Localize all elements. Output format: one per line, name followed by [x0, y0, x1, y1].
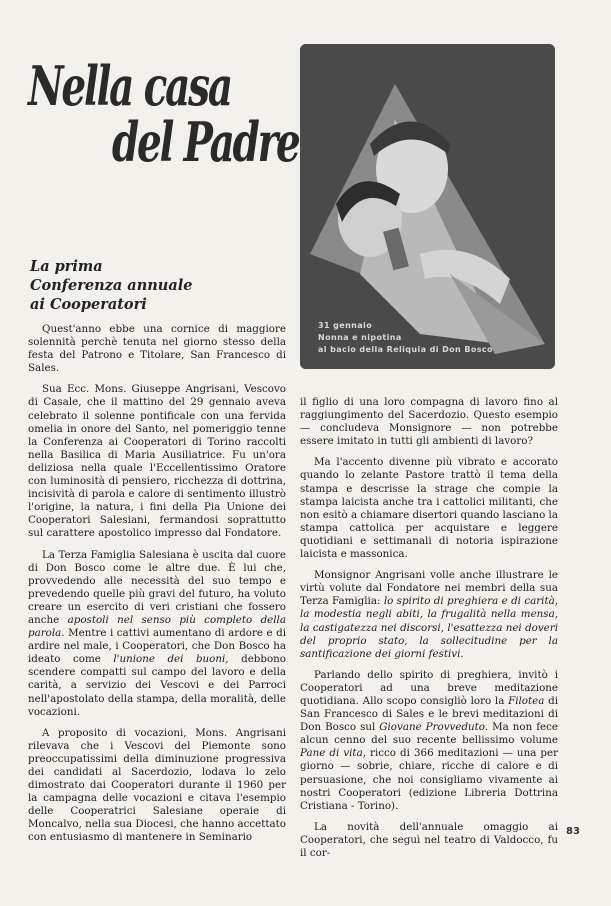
- section-heading-line: Conferenza annuale: [30, 277, 193, 294]
- section-heading-line: La prima: [30, 258, 103, 275]
- title-line-2: del Padre: [112, 110, 299, 174]
- text-run: debbono scendere compatti sul campo del lavoro e della carità, a servizio dei Vescovi e dei Parroci nell'apostolato della stampa, della moralità, delle vocazioni.: [28, 653, 286, 718]
- paragraph: il figlio di una loro compagna di lavoro fino al raggiungimento del Sacerdozio. Questo esempio — concludeva Monsignore — non potrebbe essere imitato in tutti gli ambienti di lavoro?: [300, 396, 558, 448]
- section-heading-line: ai Cooperatori: [30, 296, 147, 313]
- left-column: [28, 323, 286, 853]
- section-heading: [30, 257, 240, 314]
- italic-run: Pane di vita,: [300, 747, 366, 760]
- italic-run: apostoli nel senso più completo della parola.: [28, 613, 286, 640]
- text-run: Ma non fece alcun cenno del suo recente bellissimo volume: [300, 721, 558, 747]
- paragraph: [28, 549, 286, 719]
- text-run: di San Francesco di Sales e le brevi meditazioni di Don Bosco sul: [300, 694, 558, 734]
- text-run: Mentre i cattivi aumentano di ardore e di ardire nel male, i Cooperatori, che Don Bosco ha ideato come: [28, 627, 286, 666]
- paragraph: La novità dell'annuale omaggio ai Cooperatori, che seguì nel teatro di Valdocco, fu il cor-: [300, 820, 558, 859]
- italic-run: lo spirito di preghiera e di carità, la modestia negli abiti, la frugalità nella mensa, la castigatezza nei discorsi, l'esattezza nei doveri del proprio stato, la sollecitudine per la santificazione dei giorni festivi.: [300, 595, 559, 660]
- paragraph: Sua Ecc. Mons. Giuseppe Angrisani, Vescovo di Casale, che il mattino del 29 gennaio aveva celebrato il solenne pontificale con una fervida omelia in onore del Santo, nel pomeriggio tenne la Conferenza ai Cooperatori di Torino raccolti nella Basilica di Maria Ausiliatrice. Fu un'ora deliziosa nella quale l'Eccellentissimo Oratore con luminosità di pensiero, ricchezza di dottrina, incisività di parola e calore di sentimento illustrò l'origine, la natura, i fini della Pia Unione dei Cooperatori Salesiani, fermandosi soprattutto sul carattere apostolico impresso dal Fondatore.: [28, 383, 286, 540]
- caption-line: 31 gennaio: [318, 321, 373, 330]
- article-title: [28, 54, 299, 174]
- right-column: [300, 396, 558, 868]
- page-number: 83: [566, 826, 580, 837]
- text-run: La Terza Famiglia Salesiana è uscita dal cuore di Don Bosco come le altre due. È lui che, provvedendo alle necessità del suo tempo e prevedendo quelle più gravi del futuro, ha voluto creare un esercito di veri cristiani che fossero anche: [28, 548, 286, 626]
- italic-run: Filotea: [508, 694, 545, 707]
- italic-run: l'unione dei buoni,: [113, 653, 229, 666]
- italic-run: Giovane Provveduto.: [379, 721, 489, 734]
- caption-line: Nonna e nipotina: [318, 333, 402, 342]
- text-run: ricco di 366 meditazioni — una per giorno — sobrie, chiare, ricche di calore e di persuasione, che noi consigliamo vivamente ai nostri Cooperatori (edizione Libreria Dottrina Cristiana - Torino).: [300, 747, 558, 812]
- paragraph: [300, 569, 558, 661]
- text-run: Parlando dello spirito di preghiera, invitò i Cooperatori ad una breve meditazione quotidiana. Allo scopo consigliò loro la: [300, 668, 558, 707]
- title-line-1: Nella casa: [28, 54, 231, 118]
- caption-line: al bacio della Reliquia di Don Bosco: [318, 345, 493, 354]
- paragraph: [300, 669, 558, 813]
- photo-caption: [318, 320, 538, 356]
- paragraph: A proposito di vocazioni, Mons. Angrisani rilevava che i Vescovi del Piemonte sono preoccupatissimi della diminuzione progressiva dei candidati al Sacerdozio, lodava lo zelo dimostrato dai Cooperatori durante il 1960 per la campagna delle vocazioni e citava l'esempio delle Cooperatrici Salesiane operaie di Moncalvo, nella sua Diocesi, che hanno accettato con entusiasmo di mantenere in Seminario: [28, 726, 286, 844]
- text-run: Monsignor Angrisani volle anche illustrare le virtù volute dal Fondatore nei membri della sua Terza Famiglia:: [300, 569, 558, 608]
- paragraph: Quest'anno ebbe una cornice di maggiore solennità perchè tenuta nel giorno stesso della festa del Patrono e Titolare, San Francesco di Sales.: [28, 323, 286, 375]
- paragraph: Ma l'accento divenne più vibrato e accorato quando lo zelante Pastore trattò il tema della stampa e descrisse la strage che compie la stampa laicista anche tra i cattolici militanti, che non esitò a chiamare disertori quando lasciano la stampa cattolica per acquistare e leggere quotidiani e settimanali di notoria ispirazione laicista e massonica.: [300, 456, 558, 561]
